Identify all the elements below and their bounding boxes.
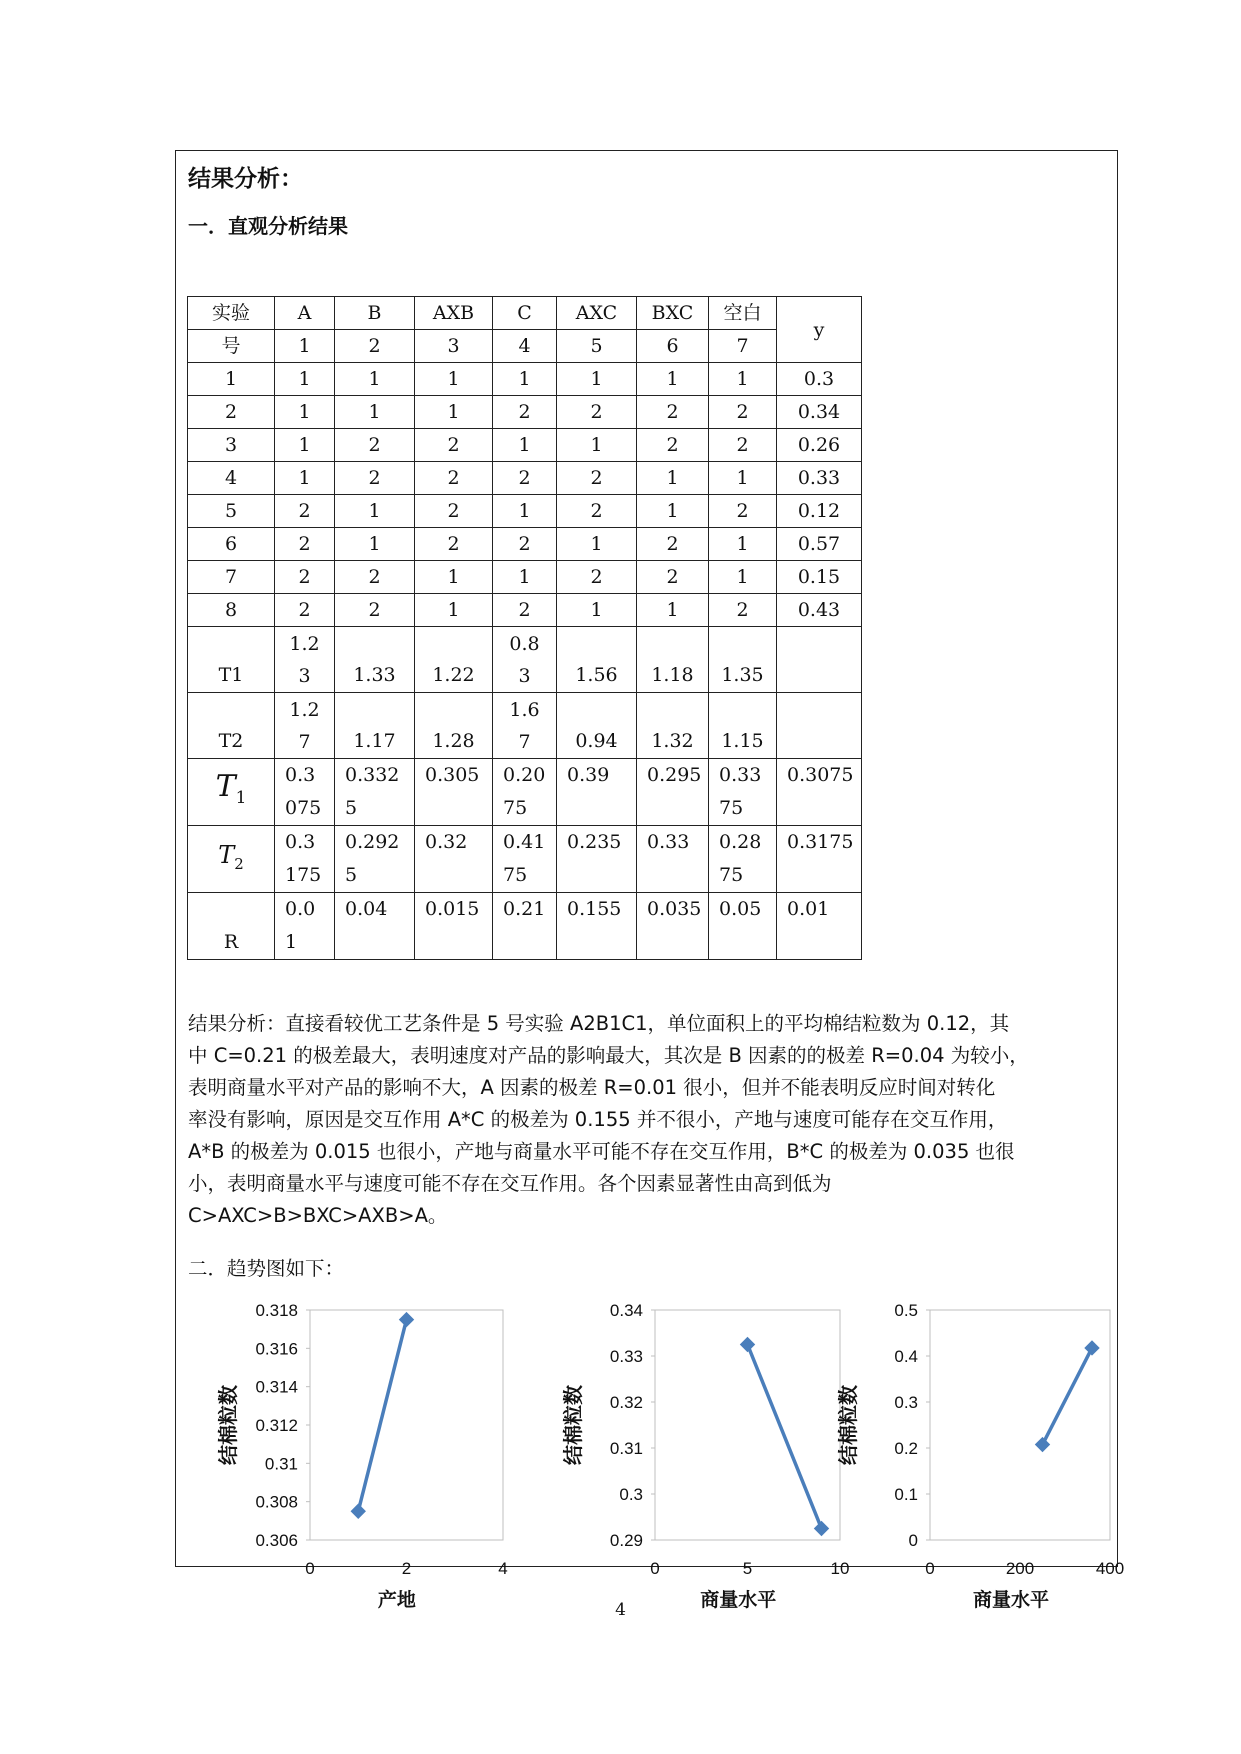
cell-a: 1 (275, 396, 335, 429)
cell-trial: 1 (188, 363, 275, 396)
t2-axc: 0.94 (557, 693, 637, 759)
t2avg-bxc: 0.33 (637, 826, 709, 893)
cell-bxc: 1 (637, 495, 709, 528)
analysis-paragraph (188, 1008, 1108, 1232)
cell-c: 2 (493, 396, 557, 429)
t2-a: 1.2 7 (275, 693, 335, 759)
x-tick-label: 2 (401, 1559, 412, 1578)
t1avg-bxc: 0.295 (637, 759, 709, 826)
cell-trial: 2 (188, 396, 275, 429)
cell-c: 1 (493, 495, 557, 528)
cell-axb: 1 (415, 594, 493, 627)
y-tick-label: 0.31 (609, 1439, 643, 1458)
analysis-line: 表明商量水平对产品的影响不大，A 因素的极差 R=0.01 很小，但并不能表明反应时间对转化 (188, 1076, 996, 1099)
t1-axb: 1.22 (415, 627, 493, 693)
t1avg-y: 0.3075 (777, 759, 862, 826)
cell-bxc: 1 (637, 462, 709, 495)
page-number: 4 (615, 1600, 626, 1620)
x-tick-label: 200 (1005, 1559, 1035, 1578)
cell-axc: 1 (557, 594, 637, 627)
analysis-line: 率没有影响，原因是交互作用 A*C 的极差为 0.155 并不很小，产地与速度可能存在交互作用， (188, 1108, 1008, 1131)
t1-y (777, 627, 862, 693)
header-blank: 空白 (709, 297, 777, 330)
cell-b: 2 (335, 429, 415, 462)
cell-axb: 2 (415, 495, 493, 528)
r-y: 0.01 (777, 893, 862, 960)
cell-axb: 2 (415, 429, 493, 462)
cell-a: 2 (275, 594, 335, 627)
y-axis-label: 结棉粒数 (218, 1385, 240, 1465)
cell-axc: 1 (557, 363, 637, 396)
y-tick-label: 0.316 (255, 1339, 298, 1359)
x-tick-label: 0 (305, 1559, 315, 1578)
cell-b: 2 (335, 594, 415, 627)
t2-label: T2 (188, 693, 275, 759)
cell-blank: 1 (709, 561, 777, 594)
r-blank: 0.05 (709, 893, 777, 960)
y-tick-label: 0.29 (609, 1531, 643, 1550)
header-col4: 4 (493, 330, 557, 363)
cell-a: 2 (275, 528, 335, 561)
cell-y: 0.12 (777, 495, 862, 528)
t2-blank: 1.15 (709, 693, 777, 759)
cell-c: 2 (493, 462, 557, 495)
cell-blank: 2 (709, 429, 777, 462)
t2avg-b: 0.292 5 (335, 826, 415, 893)
cell-trial: 5 (188, 495, 275, 528)
analysis-line: A*B 的极差为 0.015 也很小，产地与商量水平可能不存在交互作用，B*C 的极差为 0.035 也很 (188, 1140, 1015, 1163)
plot-area (310, 1310, 503, 1540)
r-axc: 0.155 (557, 893, 637, 960)
y-tick-label: 0 (908, 1531, 918, 1550)
r-bxc: 0.035 (637, 893, 709, 960)
header-bxc: BXC (637, 297, 709, 330)
y-tick-label: 0.4 (894, 1347, 918, 1366)
t1-a: 1.2 3 (275, 627, 335, 693)
y-tick-label: 0.33 (609, 1347, 643, 1366)
table-row (188, 528, 862, 561)
trend-chart-level-1 (545, 1300, 855, 1611)
cell-b: 2 (335, 561, 415, 594)
table-data-rows (188, 363, 862, 627)
y-axis-label: 结棉粒数 (838, 1385, 860, 1465)
cell-bxc: 2 (637, 561, 709, 594)
cell-y: 0.3 (777, 363, 862, 396)
cell-a: 2 (275, 495, 335, 528)
x-axis-label: 产地 (377, 1590, 416, 1611)
results-heading: 结果分析： (188, 166, 303, 192)
cell-y: 0.33 (777, 462, 862, 495)
cell-axc: 2 (557, 462, 637, 495)
cell-b: 1 (335, 363, 415, 396)
cell-a: 1 (275, 363, 335, 396)
t1avg-a: 0.3 075 (275, 759, 335, 826)
header-col2: 2 (335, 330, 415, 363)
cell-axc: 1 (557, 429, 637, 462)
t2avg-axb: 0.32 (415, 826, 493, 893)
header-y: y (777, 297, 862, 363)
cell-bxc: 1 (637, 594, 709, 627)
header-col6: 6 (637, 330, 709, 363)
cell-c: 1 (493, 363, 557, 396)
cell-blank: 1 (709, 528, 777, 561)
t1avg-axc: 0.39 (557, 759, 637, 826)
t2-bxc: 1.32 (637, 693, 709, 759)
header-trial: 实验 (188, 297, 275, 330)
table-row (188, 429, 862, 462)
y-tick-label: 0.308 (255, 1492, 298, 1512)
y-tick-label: 0.5 (894, 1301, 918, 1320)
r-c: 0.21 (493, 893, 557, 960)
y-tick-label: 0.314 (255, 1377, 298, 1397)
x-tick-label: 0 (650, 1559, 660, 1578)
x-axis-label: 商量水平 (700, 1590, 777, 1611)
x-tick-label: 5 (742, 1559, 753, 1578)
section-intuitive-analysis-title: 一．直观分析结果 (188, 214, 348, 238)
range-row (188, 893, 862, 960)
header-a: A (275, 297, 335, 330)
t1avg-c: 0.20 75 (493, 759, 557, 826)
cell-b: 1 (335, 495, 415, 528)
cell-axc: 2 (557, 495, 637, 528)
cell-b: 1 (335, 528, 415, 561)
orthogonal-results-table (187, 296, 862, 960)
cell-c: 1 (493, 429, 557, 462)
t1avg-b: 0.332 5 (335, 759, 415, 826)
section-trend-title: 二．趋势图如下： (188, 1257, 345, 1280)
cell-axb: 2 (415, 462, 493, 495)
plot-area (930, 1310, 1110, 1540)
cell-blank: 2 (709, 396, 777, 429)
r-axb: 0.015 (415, 893, 493, 960)
cell-a: 2 (275, 561, 335, 594)
cell-y: 0.26 (777, 429, 862, 462)
header-col5: 5 (557, 330, 637, 363)
r-a: 0.0 1 (275, 893, 335, 960)
header-col7: 7 (709, 330, 777, 363)
analysis-line: 结果分析：直接看较优工艺条件是 5 号实验 A2B1C1，单位面积上的平均棉结粒数为 0.12，其 (188, 1012, 1010, 1035)
t2avg-a: 0.3 175 (275, 826, 335, 893)
t1-c: 0.8 3 (493, 627, 557, 693)
t1avg-blank: 0.33 75 (709, 759, 777, 826)
x-tick-label: 10 (830, 1559, 850, 1578)
y-tick-label: 0.31 (264, 1454, 298, 1474)
table-row (188, 594, 862, 627)
cell-trial: 8 (188, 594, 275, 627)
t1-label: T1 (188, 627, 275, 693)
analysis-line: 中 C=0.21 的极差最大，表明速度对产品的影响最大，其次是 B 因素的的极差 R=0.04 为较小， (188, 1044, 1029, 1067)
table-row (188, 396, 862, 429)
t2-y (777, 693, 862, 759)
t2avg-axc: 0.235 (557, 826, 637, 893)
table-row (188, 363, 862, 396)
t2-average-symbol: $T_2$ (188, 826, 275, 893)
cell-c: 2 (493, 594, 557, 627)
cell-bxc: 2 (637, 429, 709, 462)
y-tick-label: 0.3 (894, 1393, 918, 1412)
cell-axc: 2 (557, 561, 637, 594)
cell-axb: 1 (415, 561, 493, 594)
analysis-line: 小，表明商量水平与速度可能不存在交互作用。各个因素显著性由高到低为 (188, 1172, 832, 1195)
t2avg-c: 0.41 75 (493, 826, 557, 893)
cell-a: 1 (275, 462, 335, 495)
cell-y: 0.15 (777, 561, 862, 594)
trend-chart-level-2 (838, 1300, 1140, 1611)
y-tick-label: 0.2 (894, 1439, 918, 1458)
cell-blank: 1 (709, 462, 777, 495)
cell-b: 1 (335, 396, 415, 429)
cell-trial: 3 (188, 429, 275, 462)
x-axis-label: 商量水平 (972, 1590, 1050, 1611)
analysis-line: C>AXC>B>BXC>AXB>A。 (188, 1204, 448, 1227)
header-c: C (493, 297, 557, 330)
header-axb: AXB (415, 297, 493, 330)
cell-bxc: 2 (637, 396, 709, 429)
y-tick-label: 0.34 (609, 1301, 643, 1320)
trend-chart-origin (200, 1300, 510, 1611)
t1-average-row (188, 759, 862, 826)
x-tick-label: 400 (1095, 1559, 1125, 1578)
cell-b: 2 (335, 462, 415, 495)
table-row (188, 462, 862, 495)
cell-c: 2 (493, 528, 557, 561)
t2avg-blank: 0.28 75 (709, 826, 777, 893)
t1-axc: 1.56 (557, 627, 637, 693)
cell-blank: 2 (709, 495, 777, 528)
cell-axc: 1 (557, 528, 637, 561)
cell-bxc: 2 (637, 528, 709, 561)
t1-b: 1.33 (335, 627, 415, 693)
cell-trial: 6 (188, 528, 275, 561)
y-tick-label: 0.318 (255, 1301, 298, 1320)
table-row (188, 495, 862, 528)
cell-axb: 1 (415, 363, 493, 396)
t2-axb: 1.28 (415, 693, 493, 759)
cell-blank: 2 (709, 594, 777, 627)
y-axis-label: 结棉粒数 (563, 1385, 585, 1465)
cell-a: 1 (275, 429, 335, 462)
cell-axb: 2 (415, 528, 493, 561)
x-tick-label: 0 (925, 1559, 935, 1578)
r-b: 0.04 (335, 893, 415, 960)
cell-trial: 7 (188, 561, 275, 594)
cell-y: 0.34 (777, 396, 862, 429)
t2-c: 1.6 7 (493, 693, 557, 759)
t1-bxc: 1.18 (637, 627, 709, 693)
t1-average-symbol: $T_1$ (188, 759, 275, 826)
header-col1: 1 (275, 330, 335, 363)
header-axc: AXC (557, 297, 637, 330)
header-trial-2: 号 (188, 330, 275, 363)
t2-average-row (188, 826, 862, 893)
cell-axb: 1 (415, 396, 493, 429)
cell-bxc: 1 (637, 363, 709, 396)
t2-b: 1.17 (335, 693, 415, 759)
cell-blank: 1 (709, 363, 777, 396)
t1-blank: 1.35 (709, 627, 777, 693)
cell-axc: 2 (557, 396, 637, 429)
y-tick-label: 0.1 (894, 1485, 918, 1504)
t2avg-y: 0.3175 (777, 826, 862, 893)
y-tick-label: 0.312 (255, 1416, 298, 1435)
header-b: B (335, 297, 415, 330)
header-col3: 3 (415, 330, 493, 363)
t1avg-axb: 0.305 (415, 759, 493, 826)
table-row (188, 561, 862, 594)
x-tick-label: 4 (498, 1559, 508, 1578)
range-label: R (188, 893, 275, 960)
cell-y: 0.43 (777, 594, 862, 627)
cell-c: 1 (493, 561, 557, 594)
y-tick-label: 0.32 (609, 1393, 643, 1412)
cell-trial: 4 (188, 462, 275, 495)
cell-y: 0.57 (777, 528, 862, 561)
y-tick-label: 0.3 (619, 1485, 643, 1504)
y-tick-label: 0.306 (255, 1531, 298, 1550)
